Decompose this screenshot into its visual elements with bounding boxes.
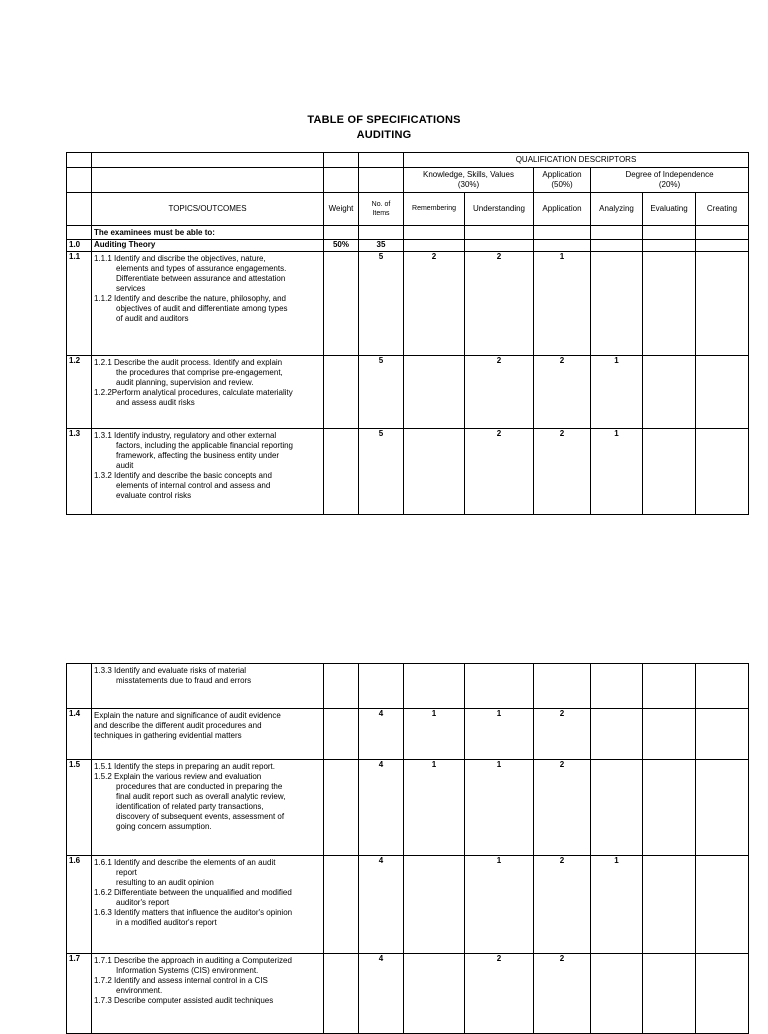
section-label: Auditing Theory <box>92 240 324 252</box>
topic-row <box>67 356 749 429</box>
outcome-line: audit planning, supervision and review. <box>116 378 254 387</box>
topic-outcome <box>92 664 324 709</box>
items-cell <box>359 664 404 709</box>
application-cell: 2 <box>534 429 591 515</box>
header-row-3 <box>67 193 749 226</box>
outcome-line: 1.7.2 Identify and assess internal control in a CIS <box>94 976 268 985</box>
understanding-cell: 1 <box>465 856 534 954</box>
outcome-line: 1.5.1 Identify the steps in preparing an audit report. <box>94 762 276 771</box>
analyzing-cell <box>591 760 643 856</box>
topic-outcome <box>92 954 324 1034</box>
outcome-line: of audit and auditors <box>116 314 189 323</box>
application-cell: 2 <box>534 356 591 429</box>
section-row <box>67 240 749 252</box>
remembering-cell <box>404 356 465 429</box>
topic-row <box>67 664 749 709</box>
outcome-line: discovery of subsequent events, assessment of <box>116 812 285 821</box>
outcome-line: environment. <box>116 986 163 995</box>
topic-number <box>67 664 92 709</box>
topic-row <box>67 760 749 856</box>
document-subtitle: AUDITING <box>356 129 412 141</box>
outcome-line: report <box>116 868 137 877</box>
outcome-line: 1.7.1 Describe the approach in auditing a Computerized <box>94 956 292 965</box>
creating-cell <box>696 429 749 515</box>
items-cell: 4 <box>359 760 404 856</box>
evaluating-header: Evaluating <box>643 193 696 226</box>
topic-outcome <box>92 856 324 954</box>
application-group-header: Application (50%) <box>534 168 591 193</box>
topic-number: 1.3 <box>67 429 92 515</box>
outcome-line: going concern assumption. <box>116 822 212 831</box>
outcome-line: procedures that are conducted in preparing the <box>116 782 283 791</box>
weight-cell <box>324 252 359 356</box>
topic-row <box>67 954 749 1034</box>
creating-cell <box>696 856 749 954</box>
outcome-line: Differentiate between assurance and attestation <box>116 274 286 283</box>
creating-header: Creating <box>696 193 749 226</box>
understanding-header: Understanding <box>465 193 534 226</box>
outcome-line: 1.3.3 Identify and evaluate risks of material <box>94 666 247 675</box>
outcome-line: objectives of audit and differentiate among types <box>116 304 288 313</box>
remembering-cell <box>404 856 465 954</box>
evaluating-cell <box>643 760 696 856</box>
outcome-line: audit <box>116 461 134 470</box>
topic-row <box>67 252 749 356</box>
application-cell: 2 <box>534 709 591 760</box>
topic-outcome <box>92 429 324 515</box>
analyzing-cell: 1 <box>591 429 643 515</box>
topic-row <box>67 709 749 760</box>
outcome-line: 1.1.1 Identify and discribe the objectives, nature, <box>94 254 266 263</box>
outcome-line: 1.2.1 Describe the audit process. Identify and explain <box>94 358 283 367</box>
creating-cell <box>696 356 749 429</box>
outcome-line: the procedures that comprise pre-engagement, <box>116 368 283 377</box>
outcome-line: framework, affecting the business entity under <box>116 451 280 460</box>
application-cell: 2 <box>534 856 591 954</box>
understanding-cell: 2 <box>465 356 534 429</box>
creating-cell <box>696 252 749 356</box>
creating-cell <box>696 954 749 1034</box>
topic-outcome <box>92 252 324 356</box>
items-header: No. of Items <box>359 193 404 226</box>
topic-number: 1.6 <box>67 856 92 954</box>
section-items: 35 <box>359 240 404 252</box>
remembering-cell <box>404 954 465 1034</box>
weight-cell <box>324 760 359 856</box>
outcome-line: and describe the different audit procedures and <box>94 721 262 730</box>
section-weight: 50% <box>324 240 359 252</box>
outcome-line: Explain the nature and significance of audit evidence <box>94 711 281 720</box>
analyzing-cell <box>591 954 643 1034</box>
analyzing-cell: 1 <box>591 856 643 954</box>
specifications-table-part1 <box>66 152 749 515</box>
creating-cell <box>696 760 749 856</box>
outcome-line: resulting to an audit opinion <box>116 878 214 887</box>
outcome-line: elements of internal control and assess and <box>116 481 271 490</box>
understanding-cell: 1 <box>465 760 534 856</box>
application-cell: 2 <box>534 760 591 856</box>
topics-header: TOPICS/OUTCOMES <box>92 193 324 226</box>
topic-number: 1.5 <box>67 760 92 856</box>
items-cell: 5 <box>359 429 404 515</box>
outcome-line: 1.5.2 Explain the various review and evaluation <box>94 772 262 781</box>
weight-cell <box>324 709 359 760</box>
header-row-2 <box>67 168 749 193</box>
weight-cell <box>324 429 359 515</box>
outcome-line: and assess audit risks <box>116 398 195 407</box>
understanding-cell: 2 <box>465 429 534 515</box>
items-cell: 5 <box>359 356 404 429</box>
examinees-label: The examinees must be able to: <box>92 226 324 240</box>
outcome-line: 1.6.3 Identify matters that influence the auditor's opinion <box>94 908 293 917</box>
remembering-cell <box>404 664 465 709</box>
ksv-group-header: Knowledge, Skills, Values (30%) <box>404 168 534 193</box>
qualification-descriptors-header: QUALIFICATION DESCRIPTORS <box>404 153 749 168</box>
outcome-line: 1.1.2 Identify and describe the nature, philosophy, and <box>94 294 286 303</box>
analyzing-header: Analyzing <box>591 193 643 226</box>
outcome-line: identification of related party transactions, <box>116 802 264 811</box>
document-title: TABLE OF SPECIFICATIONS <box>307 114 461 126</box>
analyzing-cell <box>591 252 643 356</box>
items-cell: 4 <box>359 709 404 760</box>
weight-header: Weight <box>324 193 359 226</box>
header-row-1 <box>67 153 749 168</box>
topic-number: 1.4 <box>67 709 92 760</box>
evaluating-cell <box>643 709 696 760</box>
examinees-row <box>67 226 749 240</box>
analyzing-cell <box>591 709 643 760</box>
topic-number: 1.2 <box>67 356 92 429</box>
outcome-line: Information Systems (CIS) environment. <box>116 966 259 975</box>
topic-number: 1.1 <box>67 252 92 356</box>
understanding-cell: 1 <box>465 709 534 760</box>
outcome-line: services <box>116 284 146 293</box>
outcome-line: elements and types of assurance engagements. <box>116 264 287 273</box>
topic-row <box>67 429 749 515</box>
weight-cell <box>324 856 359 954</box>
weight-cell <box>324 356 359 429</box>
outcome-line: 1.2.2Perform analytical procedures, calculate materiality <box>94 388 293 397</box>
evaluating-cell <box>643 252 696 356</box>
outcome-line: 1.6.1 Identify and describe the elements of an audit <box>94 858 276 867</box>
creating-cell <box>696 664 749 709</box>
outcome-line: 1.3.2 Identify and describe the basic concepts and <box>94 471 272 480</box>
weight-cell <box>324 664 359 709</box>
remembering-header: Remembering <box>404 193 465 226</box>
remembering-cell <box>404 429 465 515</box>
evaluating-cell <box>643 954 696 1034</box>
outcome-line: misstatements due to fraud and errors <box>116 676 252 685</box>
weight-cell <box>324 954 359 1034</box>
analyzing-cell: 1 <box>591 356 643 429</box>
specifications-table-part2 <box>66 663 749 1034</box>
evaluating-cell <box>643 429 696 515</box>
outcome-line: 1.6.2 Differentiate between the unqualified and modified <box>94 888 292 897</box>
outcome-line: 1.3.1 Identify industry, regulatory and other external <box>94 431 277 440</box>
outcome-line: in a modified auditor's report <box>116 918 217 927</box>
outcome-line: evaluate control risks <box>116 491 192 500</box>
understanding-cell: 2 <box>465 252 534 356</box>
outcome-line: auditor's report <box>116 898 170 907</box>
topic-number: 1.7 <box>67 954 92 1034</box>
topic-outcome <box>92 356 324 429</box>
creating-cell <box>696 709 749 760</box>
remembering-cell: 2 <box>404 252 465 356</box>
topic-row <box>67 856 749 954</box>
understanding-cell <box>465 664 534 709</box>
rows-part2 <box>67 664 749 1034</box>
items-cell: 4 <box>359 856 404 954</box>
topic-outcome <box>92 760 324 856</box>
section-number: 1.0 <box>67 240 92 252</box>
evaluating-cell <box>643 856 696 954</box>
items-cell: 5 <box>359 252 404 356</box>
understanding-cell: 2 <box>465 954 534 1034</box>
outcome-line: factors, including the applicable financial reporting <box>116 441 293 450</box>
outcome-line: final audit report such as overall analytic review, <box>116 792 286 801</box>
outcome-line: 1.7.3 Describe computer assisted audit techniques <box>94 996 274 1005</box>
items-cell: 4 <box>359 954 404 1034</box>
application-cell: 2 <box>534 954 591 1034</box>
evaluating-cell <box>643 664 696 709</box>
application-cell <box>534 664 591 709</box>
remembering-cell: 1 <box>404 760 465 856</box>
application-cell: 1 <box>534 252 591 356</box>
outcome-line: techniques in gathering evidential matters <box>94 731 242 740</box>
rows-part1 <box>67 252 749 515</box>
evaluating-cell <box>643 356 696 429</box>
remembering-cell: 1 <box>404 709 465 760</box>
topic-outcome <box>92 709 324 760</box>
analyzing-cell <box>591 664 643 709</box>
independence-group-header: Degree of Independence (20%) <box>591 168 749 193</box>
application-header: Application <box>534 193 591 226</box>
